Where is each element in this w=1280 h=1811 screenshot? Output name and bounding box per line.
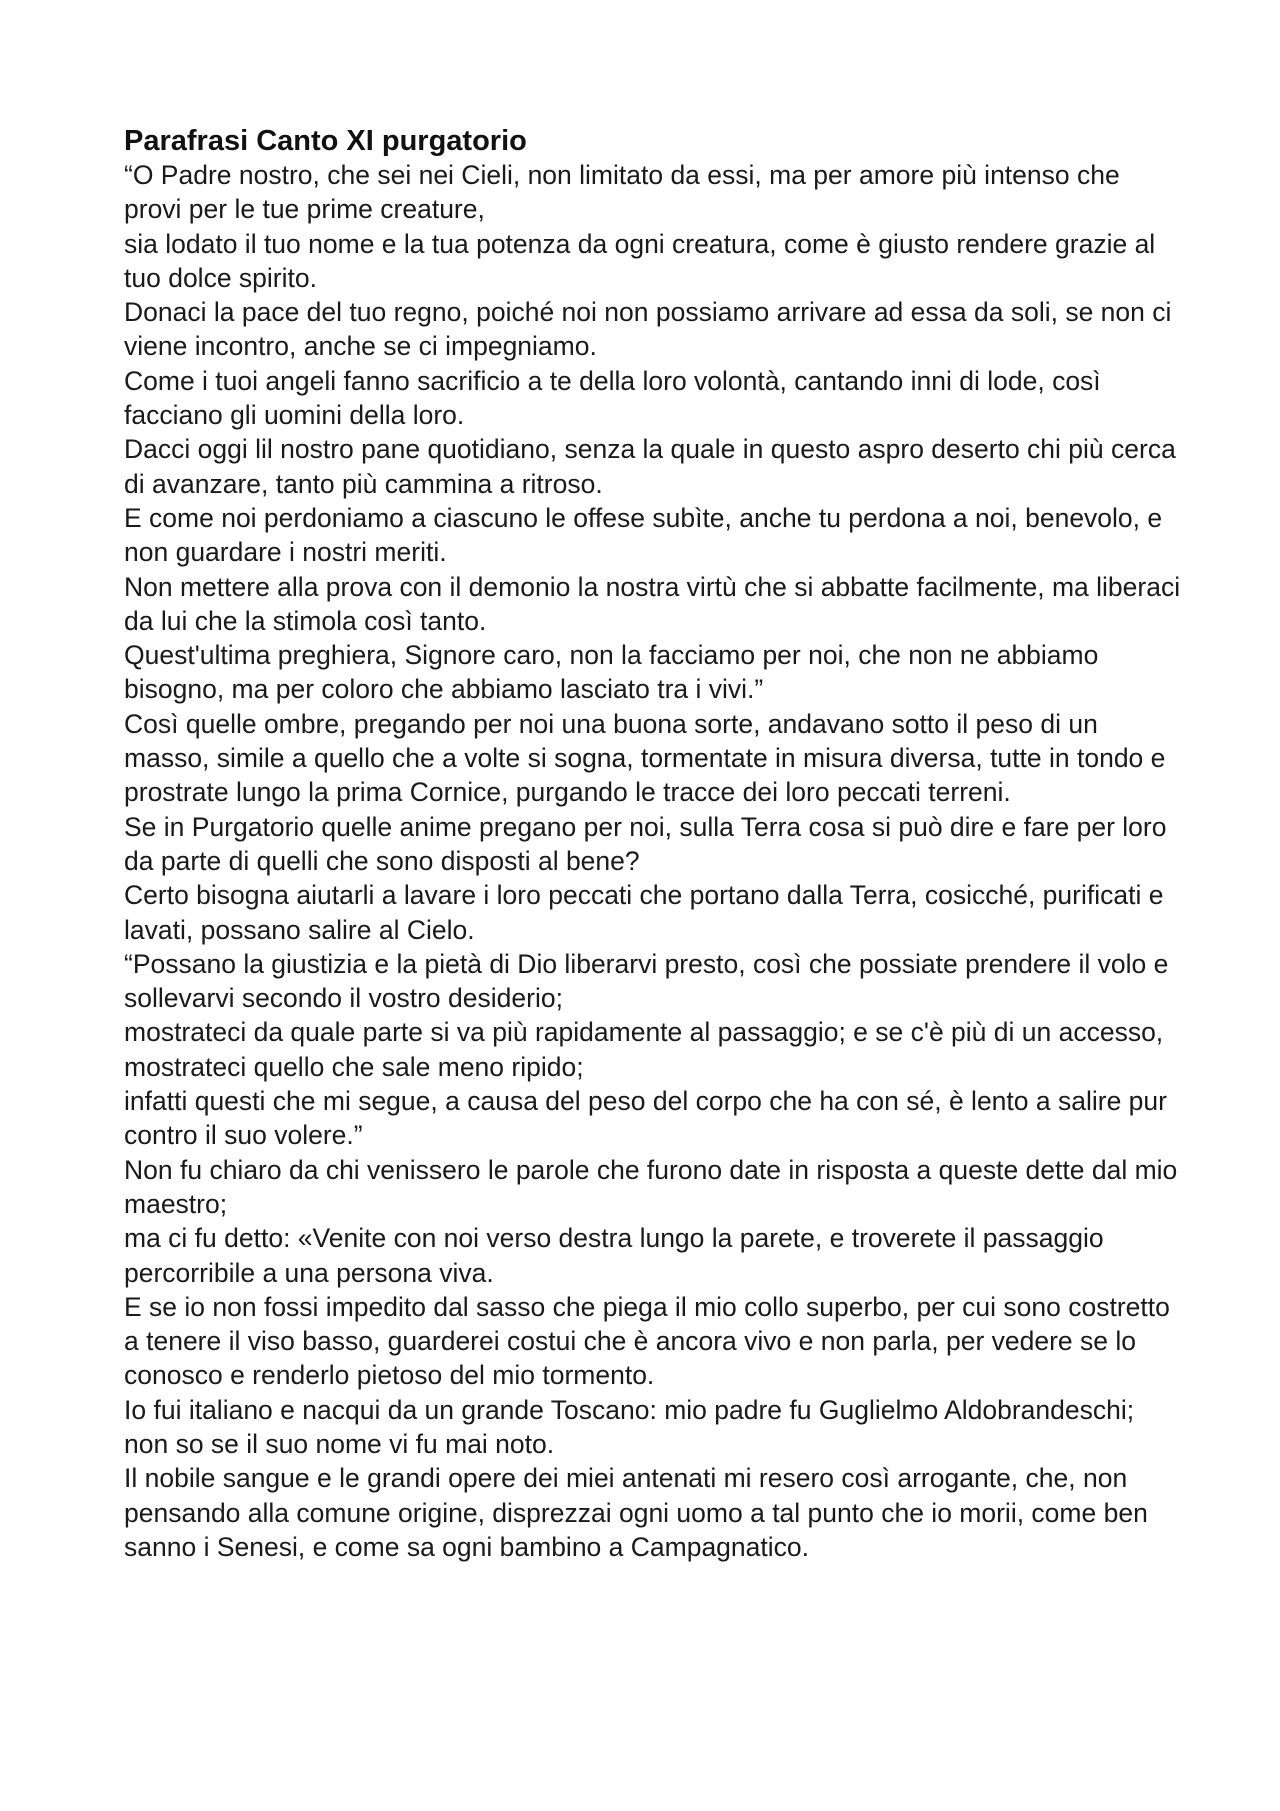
paragraph: sia lodato il tuo nome e la tua potenza da ogni creatura, come è giusto rendere grazie al tuo dolce spirito. xyxy=(124,228,1156,293)
paragraph: Se in Purgatorio quelle anime pregano per noi, sulla Terra cosa si può dire e fare per loro da parte di quelli che sono disposti al bene? xyxy=(124,811,1167,876)
document-title: Parafrasi Canto XI purgatorio xyxy=(124,125,527,157)
paragraph: infatti questi che mi segue, a causa del peso del corpo che ha con sé, è lento a salire pur contro il suo volere.” xyxy=(124,1086,1167,1151)
paragraph: Il nobile sangue e le grandi opere dei miei antenati mi resero così arrogante, che, non pensando alla comune origine, disprezzai ogni uomo a tal punto che io morii, come ben sanno i Senesi, e come sa ogni bambino a Campagnatico. xyxy=(124,1463,1148,1562)
document-page xyxy=(124,124,1184,1564)
paragraph: Così quelle ombre, pregando per noi una buona sorte, andavano sotto il peso di un masso, simile a quello che a volte si sogna, tormentate in misura diversa, tutte in tondo e prostrate lungo la prima Cornice, purgando le tracce dei loro peccati terreni. xyxy=(124,708,1166,808)
paragraph: “Possano la giustizia e la pietà di Dio liberarvi presto, così che possiate prendere il volo e sollevarvi secondo il vostro desiderio; xyxy=(124,948,1169,1014)
paragraph: E come noi perdoniamo a ciascuno le offese subìte, anche tu perdona a noi, benevolo, e non guardare i nostri meriti. xyxy=(124,502,1163,568)
paragraph: E se io non fossi impedito dal sasso che piega il mio collo superbo, per cui sono costretto a tenere il viso basso, guarderei costui che è ancora vivo e non parla, per vedere se lo conosco e renderlo pietoso del mio tormento. xyxy=(124,1291,1170,1391)
paragraph: ma ci fu detto: «Venite con noi verso destra lungo la parete, e troverete il passaggio percorribile a una persona viva. xyxy=(124,1223,1104,1288)
paragraph: Quest'ultima preghiera, Signore caro, non la facciamo per noi, che non ne abbiamo bisogno, ma per coloro che abbiamo lasciato tra i vivi.” xyxy=(124,640,1099,705)
document-body xyxy=(124,158,1184,1564)
paragraph: Donaci la pace del tuo regno, poiché noi non possiamo arrivare ad essa da soli, se non ci viene incontro, anche se ci impegniamo. xyxy=(124,297,1172,362)
paragraph: Io fui italiano e nacqui da un grande Toscano: mio padre fu Guglielmo Aldobrandeschi; non so se il suo nome vi fu mai noto. xyxy=(124,1394,1135,1459)
paragraph: Dacci oggi lil nostro pane quotidiano, senza la quale in questo aspro deserto chi più cerca di avanzare, tanto più cammina a ritroso. xyxy=(124,434,1176,499)
paragraph: mostrateci da quale parte si va più rapidamente al passaggio; e se c'è più di un accesso, mostrateci quello che sale meno ripido; xyxy=(124,1017,1164,1082)
paragraph: Non mettere alla prova con il demonio la nostra virtù che si abbatte facilmente, ma liberaci da lui che la stimola così tanto. xyxy=(124,571,1181,636)
paragraph: Certo bisogna aiutarli a lavare i loro peccati che portano dalla Terra, cosicché, purificati e lavati, possano salire al Cielo. xyxy=(124,880,1164,945)
paragraph: Come i tuoi angeli fanno sacrificio a te della loro volontà, cantando inni di lode, così facciano gli uomini della loro. xyxy=(124,365,1101,431)
paragraph: “O Padre nostro, che sei nei Cieli, non limitato da essi, ma per amore più intenso che provi per le tue prime creature, xyxy=(124,160,1120,225)
paragraph: Non fu chiaro da chi venissero le parole che furono date in risposta a queste dette dal mio maestro; xyxy=(124,1154,1178,1219)
